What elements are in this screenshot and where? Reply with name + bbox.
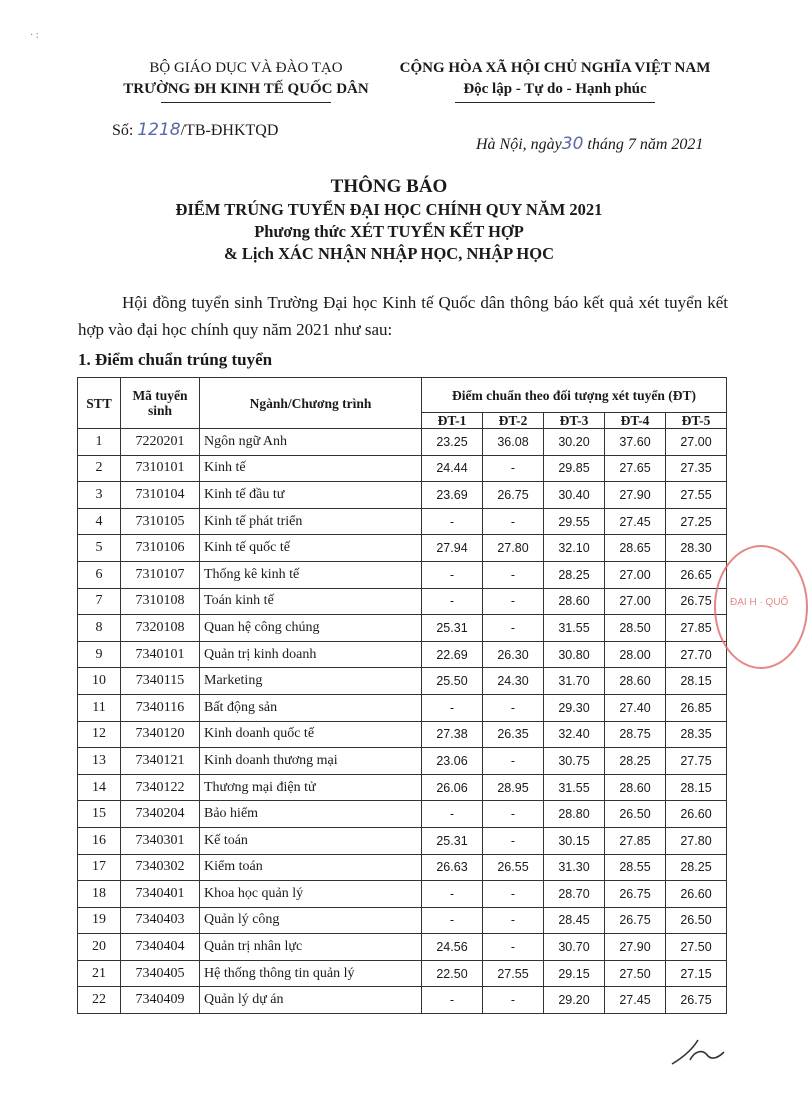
cell-stt: 8 [78,615,121,642]
cell-dt4: 27.45 [605,508,666,535]
cell-dt4: 26.50 [605,801,666,828]
cell-program: Kinh tế phát triển [200,508,422,535]
date-prefix: Hà Nội, ngày [476,136,562,153]
cutoff-score-table [77,377,727,1014]
cell-dt5: 26.60 [666,881,727,908]
cell-stt: 3 [78,482,121,509]
cell-dt2: - [483,694,544,721]
table-row [78,588,727,615]
cell-dt2: 26.55 [483,854,544,881]
issue-date [476,134,703,154]
cell-dt3: 30.15 [544,827,605,854]
cell-dt2: - [483,588,544,615]
cell-dt3: 31.30 [544,854,605,881]
cell-code: 7310105 [121,508,200,535]
cell-dt3: 30.80 [544,641,605,668]
cell-dt1: 26.63 [422,854,483,881]
university-name: TRƯỜNG ĐH KINH TẾ QUỐC DÂN [123,81,369,97]
cell-program: Kế toán [200,827,422,854]
cell-dt4: 37.60 [605,429,666,456]
col-group-scores: Điểm chuẩn theo đối tượng xét tuyển (ĐT) [422,378,727,413]
col-code: Mã tuyển sinh [121,378,200,429]
cell-dt5: 26.65 [666,561,727,588]
cell-dt3: 30.70 [544,934,605,961]
ministry-name: BỘ GIÁO DỤC VÀ ĐÀO TẠO [149,60,343,76]
red-seal-stamp: ĐẠI H · QUỐ [714,545,808,669]
cell-dt5: 27.80 [666,827,727,854]
col-dt5: ĐT-5 [666,413,727,429]
cell-dt5: 28.15 [666,774,727,801]
table-row [78,641,727,668]
cell-dt5: 27.00 [666,429,727,456]
signature-mark [668,1030,728,1070]
cell-dt4: 27.00 [605,588,666,615]
doc-no-handwritten: 1218 [137,120,181,140]
country-name: CỘNG HÒA XÃ HỘI CHỦ NGHĨA VIỆT NAM [399,60,711,76]
cell-program: Thống kê kinh tế [200,561,422,588]
national-header [380,58,730,103]
cell-dt1: 27.94 [422,535,483,562]
cell-dt3: 28.45 [544,907,605,934]
cell-program: Quản trị kinh doanh [200,641,422,668]
cell-dt3: 31.70 [544,668,605,695]
cell-dt3: 30.75 [544,748,605,775]
cell-program: Marketing [200,668,422,695]
cell-dt5: 26.75 [666,588,727,615]
cell-dt4: 27.90 [605,934,666,961]
cell-program: Quản lý công [200,907,422,934]
cell-dt2: - [483,508,544,535]
cell-dt3: 32.40 [544,721,605,748]
intro-paragraph: Hội đồng tuyển sinh Trường Đại học Kinh tế Quốc dân thông báo kết quả xét tuyển kết hợp vào đại học chính quy năm 2021 như sau: [78,293,728,339]
cell-dt4: 27.85 [605,827,666,854]
cell-program: Kinh tế quốc tế [200,535,422,562]
col-program: Ngành/Chương trình [200,378,422,429]
cell-program: Bất động sản [200,694,422,721]
notice-subtitle-2: Phương thức XÉT TUYỂN KẾT HỢP [254,222,524,241]
cell-code: 7310106 [121,535,200,562]
cell-stt: 6 [78,561,121,588]
cell-stt: 7 [78,588,121,615]
table-body [78,429,727,1014]
cell-dt1: - [422,508,483,535]
cell-stt: 20 [78,934,121,961]
cell-code: 7310104 [121,482,200,509]
table-row [78,429,727,456]
cell-dt3: 31.55 [544,774,605,801]
cell-dt1: - [422,588,483,615]
col-dt4: ĐT-4 [605,413,666,429]
cell-dt4: 28.75 [605,721,666,748]
section-heading: 1. Điểm chuẩn trúng tuyển [78,350,273,369]
col-dt1: ĐT-1 [422,413,483,429]
cell-stt: 15 [78,801,121,828]
national-motto: Độc lập - Tự do - Hạnh phúc [463,81,647,97]
cell-dt5: 26.60 [666,801,727,828]
cell-dt4: 28.55 [605,854,666,881]
cell-dt4: 27.00 [605,561,666,588]
issuer-header [96,58,396,103]
cell-code: 7340120 [121,721,200,748]
cell-program: Khoa học quản lý [200,881,422,908]
table-row [78,907,727,934]
cell-dt2: 28.95 [483,774,544,801]
cell-dt4: 28.60 [605,668,666,695]
table-row [78,455,727,482]
cell-dt4: 28.65 [605,535,666,562]
cell-dt4: 27.40 [605,694,666,721]
cell-dt4: 27.45 [605,987,666,1014]
cell-code: 7310108 [121,588,200,615]
cell-dt5: 28.25 [666,854,727,881]
cell-dt2: 36.08 [483,429,544,456]
cell-dt5: 26.85 [666,694,727,721]
cell-code: 7340405 [121,960,200,987]
cell-dt3: 29.85 [544,455,605,482]
cell-program: Quản lý dự án [200,987,422,1014]
cell-dt2: 26.75 [483,482,544,509]
cell-dt1: 22.50 [422,960,483,987]
cell-code: 7340116 [121,694,200,721]
cell-code: 7340115 [121,668,200,695]
cell-dt1: 24.44 [422,455,483,482]
cell-stt: 10 [78,668,121,695]
cell-dt3: 28.25 [544,561,605,588]
cell-code: 7310101 [121,455,200,482]
cell-dt1: 25.31 [422,827,483,854]
cell-dt3: 29.30 [544,694,605,721]
cell-dt1: 23.06 [422,748,483,775]
table-row [78,960,727,987]
date-day-handwritten: 30 [561,134,584,154]
cell-code: 7320108 [121,615,200,642]
cell-program: Quản trị nhân lực [200,934,422,961]
col-dt2: ĐT-2 [483,413,544,429]
table-row [78,801,727,828]
cell-dt3: 28.70 [544,881,605,908]
table-row [78,694,727,721]
cell-dt4: 27.65 [605,455,666,482]
doc-no-prefix: Số: [112,122,134,139]
document-number [112,120,278,140]
cell-dt5: 27.55 [666,482,727,509]
notice-subtitle-1: ĐIỂM TRÚNG TUYỂN ĐẠI HỌC CHÍNH QUY NĂM 2021 [175,200,603,219]
cell-dt2: - [483,907,544,934]
cell-code: 7310107 [121,561,200,588]
table-row [78,535,727,562]
table-row [78,721,727,748]
cell-dt1: 24.56 [422,934,483,961]
table-header-row [78,378,727,413]
cell-dt5: 27.85 [666,615,727,642]
motto-underline [455,102,655,103]
cell-code: 7340101 [121,641,200,668]
cell-dt4: 27.90 [605,482,666,509]
cell-dt3: 30.20 [544,429,605,456]
cell-dt1: 25.31 [422,615,483,642]
cell-program: Kinh tế đầu tư [200,482,422,509]
cell-dt4: 28.50 [605,615,666,642]
cell-dt2: - [483,455,544,482]
cell-stt: 21 [78,960,121,987]
cell-code: 7340404 [121,934,200,961]
cell-dt3: 29.15 [544,960,605,987]
table-row [78,774,727,801]
cell-dt4: 28.00 [605,641,666,668]
cell-dt5: 27.25 [666,508,727,535]
cell-dt3: 28.80 [544,801,605,828]
cell-stt: 18 [78,881,121,908]
cell-dt1: - [422,987,483,1014]
table-row [78,827,727,854]
cell-dt1: - [422,907,483,934]
table-row [78,854,727,881]
date-suffix: tháng 7 năm 2021 [587,136,704,153]
cell-dt2: - [483,561,544,588]
cell-dt1: - [422,561,483,588]
cell-dt4: 27.50 [605,960,666,987]
cell-dt5: 27.75 [666,748,727,775]
cell-dt1: 22.69 [422,641,483,668]
cell-dt1: 25.50 [422,668,483,695]
table-row [78,482,727,509]
cell-stt: 16 [78,827,121,854]
cell-program: Bảo hiểm [200,801,422,828]
notice-title: THÔNG BÁO [330,176,448,197]
cell-program: Kiểm toán [200,854,422,881]
cell-dt2: 26.30 [483,641,544,668]
cell-code: 7340409 [121,987,200,1014]
cell-stt: 13 [78,748,121,775]
notice-subtitle-3: & Lịch XÁC NHẬN NHẬP HỌC, NHẬP HỌC [224,244,554,263]
table-row [78,508,727,535]
cell-stt: 22 [78,987,121,1014]
cell-stt: 11 [78,694,121,721]
cell-dt3: 29.55 [544,508,605,535]
cell-stt: 5 [78,535,121,562]
cell-program: Quan hệ công chúng [200,615,422,642]
cell-code: 7340121 [121,748,200,775]
cell-dt5: 28.35 [666,721,727,748]
cell-dt1: 23.25 [422,429,483,456]
cell-dt5: 27.15 [666,960,727,987]
cell-program: Ngôn ngữ Anh [200,429,422,456]
table-row [78,987,727,1014]
cell-code: 7340204 [121,801,200,828]
cell-dt1: - [422,801,483,828]
cell-dt4: 28.60 [605,774,666,801]
cell-dt2: - [483,934,544,961]
notice-titles [0,174,778,265]
cell-program: Kinh tế [200,455,422,482]
cell-program: Kinh doanh quốc tế [200,721,422,748]
cell-program: Kinh doanh thương mại [200,748,422,775]
cell-dt1: 23.69 [422,482,483,509]
cell-code: 7340302 [121,854,200,881]
cell-dt1: 27.38 [422,721,483,748]
table-row [78,668,727,695]
cell-stt: 12 [78,721,121,748]
cell-stt: 1 [78,429,121,456]
cell-dt3: 30.40 [544,482,605,509]
cell-dt1: 26.06 [422,774,483,801]
cell-dt2: - [483,827,544,854]
table-row [78,881,727,908]
cell-dt2: - [483,801,544,828]
cell-dt4: 28.25 [605,748,666,775]
cell-dt5: 27.50 [666,934,727,961]
cell-dt2: 26.35 [483,721,544,748]
cell-stt: 19 [78,907,121,934]
cell-dt5: 27.35 [666,455,727,482]
cell-dt3: 28.60 [544,588,605,615]
cell-program: Toán kinh tế [200,588,422,615]
cell-stt: 17 [78,854,121,881]
cell-code: 7340401 [121,881,200,908]
cell-code: 7220201 [121,429,200,456]
cell-dt2: 27.55 [483,960,544,987]
doc-no-suffix: /TB-ĐHKTQD [180,122,279,139]
cell-dt2: - [483,881,544,908]
cell-code: 7340301 [121,827,200,854]
cell-dt1: - [422,694,483,721]
cell-dt2: - [483,748,544,775]
table-row [78,934,727,961]
cell-dt5: 28.30 [666,535,727,562]
cell-dt3: 31.55 [544,615,605,642]
table-row [78,615,727,642]
cell-dt1: - [422,881,483,908]
cell-stt: 2 [78,455,121,482]
cell-dt5: 27.70 [666,641,727,668]
cell-stt: 4 [78,508,121,535]
cell-dt3: 29.20 [544,987,605,1014]
cell-stt: 14 [78,774,121,801]
cell-dt5: 26.75 [666,987,727,1014]
col-dt3: ĐT-3 [544,413,605,429]
cell-dt2: - [483,987,544,1014]
cell-stt: 9 [78,641,121,668]
cell-program: Thương mại điện tử [200,774,422,801]
cell-dt5: 26.50 [666,907,727,934]
cell-code: 7340403 [121,907,200,934]
cell-program: Hệ thống thông tin quản lý [200,960,422,987]
header-underline [161,102,331,103]
cell-code: 7340122 [121,774,200,801]
table-row [78,748,727,775]
cell-dt2: 24.30 [483,668,544,695]
cell-dt4: 26.75 [605,907,666,934]
scan-marks: · : [30,30,39,41]
cell-dt2: - [483,615,544,642]
cell-dt5: 28.15 [666,668,727,695]
cell-dt2: 27.80 [483,535,544,562]
table-row [78,561,727,588]
col-stt: STT [78,378,121,429]
cell-dt4: 26.75 [605,881,666,908]
cell-dt3: 32.10 [544,535,605,562]
